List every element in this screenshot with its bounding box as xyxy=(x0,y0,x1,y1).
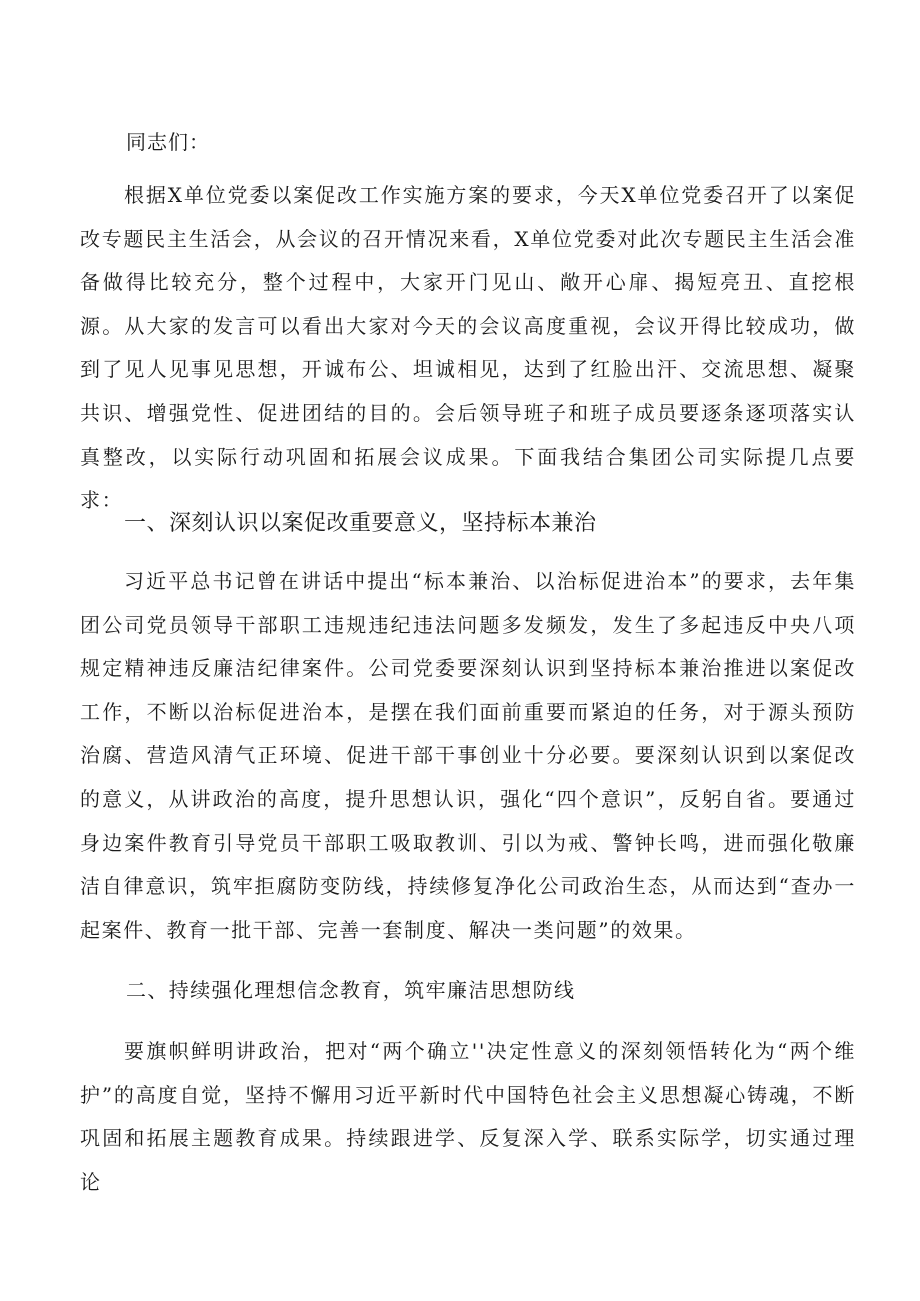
paragraph-section-1: 习近平总书记曾在讲话中提出“标本兼治、以治标促进治本”的要求，去年集团公司党员领导干部职工违规违纪违法问题多发频发，发生了多起违反中央八项规定精神违反廉洁纪律案件。公司党委要深刻认识到坚持标本兼治推进以案促改工作，不断以治标促进治本，是摆在我们面前重要而紧迫的任务，对于源头预防治腐、营造风清气正环境、促进干部干事创业十分必要。要深刻认识到以案促改的意义，从讲政治的高度，提升思想认识，强化“四个意识”，反躬自省。要通过身边案件教育引导党员干部职工吸取教训、引以为戒、警钟长鸣，进而强化敬廉洁自律意识，筑牢拒腐防变防线，持续修复净化公司政治生态，从而达到“查办一起案件、教育一批干部、完善一套制度、解决一类问题”的效果。 xyxy=(80,569,856,942)
paragraph-intro: 根据X单位党委以案促改工作实施方案的要求，今天X单位党委召开了以案促改专题民主生活会，从会议的召开情况来看，X单位党委对此次专题民主生活会准备做得比较充分，整个过程中，大家开门见山、敞开心扉、揭短亮丑、直挖根源。从大家的发言可以看出大家对今天的会议高度重视，会议开得比较成功，做到了见人见事见思想，开诚布公、坦诚相见，达到了红脸出汗、交流思想、凝聚共识、增强党性、促进团结的目的。会后领导班子和班子成员要逐条逐项落实认真整改，以实际行动巩固和拓展会议成果。下面我结合集团公司实际提几点要求： xyxy=(80,183,856,513)
salutation: 同志们： xyxy=(126,130,210,154)
paragraph-section-2: 要旗帜鲜明讲政治，把对“两个确立''决定性意义的深刻领悟转化为“两个维护”的高度自觉，坚持不懈用习近平新时代中国特色社会主义思想凝心铸魂，不断巩固和拓展主题教育成果。持续跟进学、反复深入学、联系实际学，切实通过理论 xyxy=(80,1039,856,1194)
section-heading-1: 一、深刻认识以案促改重要意义，坚持标本兼治 xyxy=(124,511,597,536)
section-heading-2: 二、持续强化理想信念教育，筑牢廉洁思想防线 xyxy=(126,978,576,1002)
